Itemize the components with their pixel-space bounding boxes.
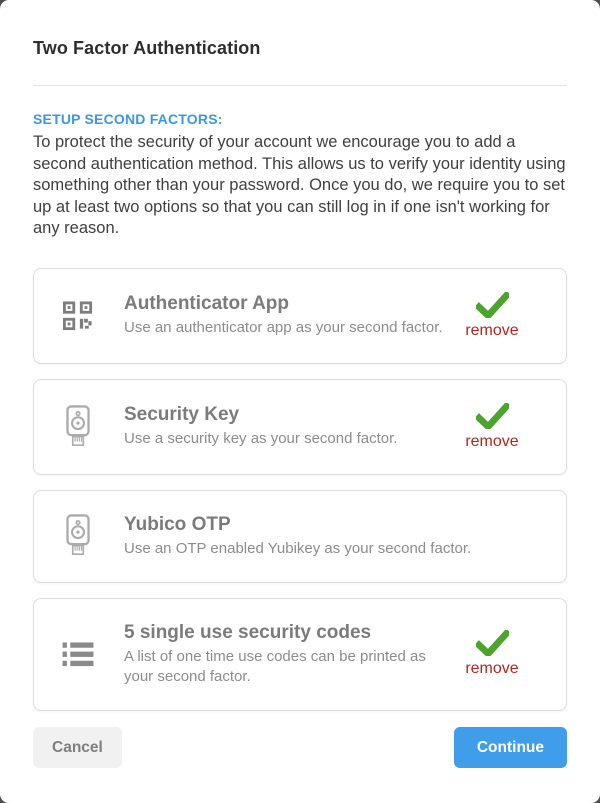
factor-card[interactable] bbox=[33, 490, 567, 583]
factor-title: 5 single use security codes bbox=[124, 621, 372, 643]
security-key-icon bbox=[64, 514, 92, 558]
factor-description: Use a security key as your second factor. bbox=[124, 430, 398, 447]
factor-card[interactable] bbox=[33, 598, 567, 711]
list-icon bbox=[62, 641, 94, 668]
factor-text bbox=[124, 622, 446, 687]
factor-icon bbox=[56, 405, 100, 449]
factor-text bbox=[124, 293, 446, 338]
check-icon bbox=[476, 403, 509, 429]
remove-link[interactable]: remove bbox=[465, 660, 519, 677]
divider bbox=[33, 85, 567, 86]
factor-description: A list of one time use codes can be printed as your second factor. bbox=[124, 647, 426, 685]
intro-paragraph: To protect the security of your account we encourage you to add a second authentication method. This allows us to verify your identity using something other than your password. Once you do, we require you to set up at least two options so that you can still log in if one isn't working for any reason. bbox=[33, 133, 566, 237]
security-key-icon bbox=[64, 405, 92, 449]
factor-description: Use an OTP enabled Yubikey as your second factor. bbox=[124, 539, 472, 557]
qrcode-icon bbox=[62, 301, 94, 331]
factor-description: Use an authenticator app as your second factor. bbox=[124, 319, 443, 336]
remove-link[interactable]: remove bbox=[465, 432, 519, 450]
page-title: Two Factor Authentication bbox=[33, 38, 261, 58]
factor-card[interactable] bbox=[33, 379, 567, 475]
factor-title: Security Key bbox=[124, 404, 240, 425]
remove-link[interactable]: remove bbox=[465, 321, 519, 339]
check-icon bbox=[476, 630, 509, 656]
factor-list bbox=[33, 268, 567, 711]
factor-title: Authenticator App bbox=[124, 293, 290, 314]
factor-status bbox=[446, 630, 538, 678]
intro-section bbox=[33, 111, 567, 240]
continue-button[interactable]: Continue bbox=[454, 727, 567, 769]
check-icon bbox=[476, 292, 509, 318]
factor-status bbox=[446, 403, 538, 451]
factor-text bbox=[124, 404, 446, 449]
cancel-button[interactable]: Cancel bbox=[33, 727, 122, 769]
factor-icon bbox=[56, 301, 100, 331]
setup-second-factors-label: SETUP SECOND FACTORS: bbox=[33, 111, 223, 127]
factor-card[interactable] bbox=[33, 268, 567, 364]
factor-text bbox=[124, 514, 566, 559]
factor-title: Yubico OTP bbox=[124, 513, 231, 535]
factor-status bbox=[446, 292, 538, 340]
footer bbox=[33, 727, 567, 769]
factor-icon bbox=[56, 514, 100, 558]
factor-icon bbox=[56, 641, 100, 668]
